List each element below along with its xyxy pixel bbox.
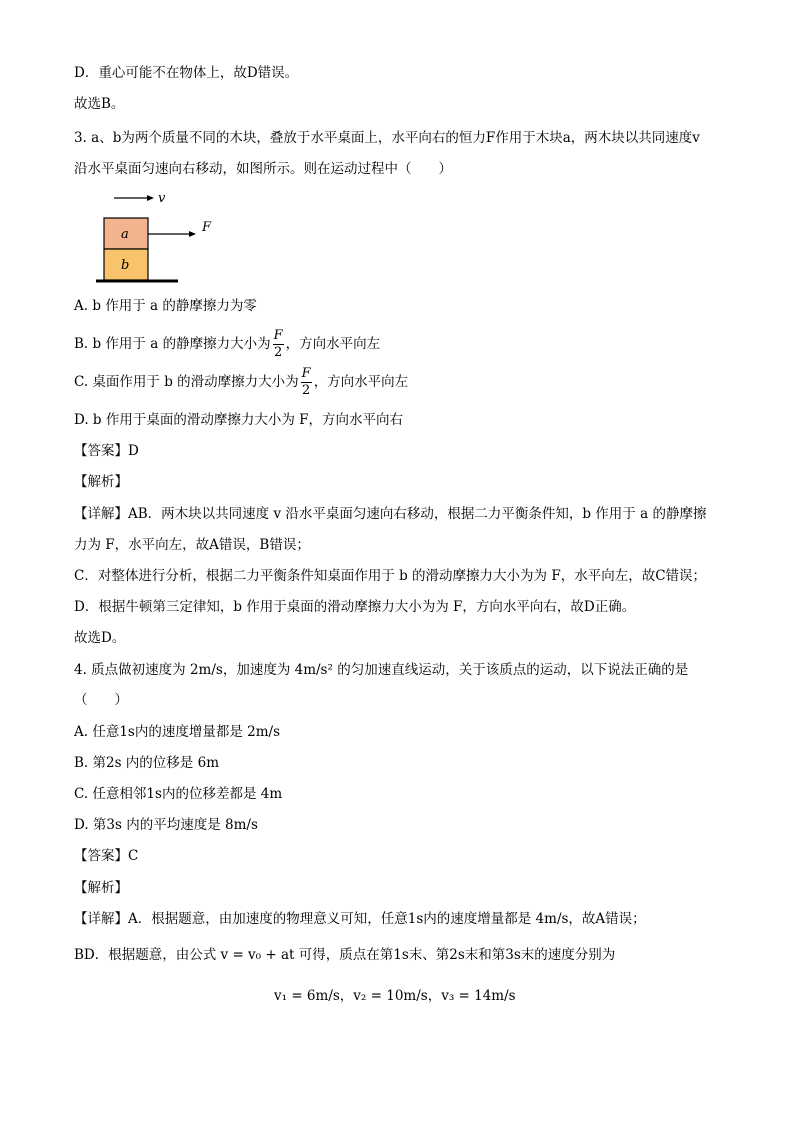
q3-option-c: [74, 364, 408, 400]
q3-detail-line-1: 【详解】AB．两木块以共同速度 v 沿水平桌面匀速向右移动，根据二力平衡条件知，b 作用于 a 的静摩擦: [74, 506, 707, 522]
q3-option-b-direction: ，方向水平向左: [285, 336, 381, 352]
q3-option-b-text: B. b 作用于 a 的静摩擦力大小为: [74, 336, 271, 352]
block-a-label: a: [121, 227, 129, 242]
q4-option-c: C. 任意相邻1s内的位移差都是 4m: [74, 786, 283, 802]
velocity-label: v: [158, 191, 166, 206]
q3-detail-line-4: D．根据牛顿第三定律知，b 作用于桌面的滑动摩擦力大小为为 F，方向水平向右，故D正确。: [74, 599, 636, 615]
velocity-arrowhead: [147, 195, 154, 201]
force-label: F: [202, 220, 212, 235]
q3-stem-line-2: 沿水平桌面匀速向右移动，如图所示。则在运动过程中（ ）: [74, 161, 452, 177]
force-arrowhead: [189, 231, 196, 237]
q3-answer: 【答案】D: [74, 443, 139, 459]
q4-velocity-equation: v₁ = 6m/s，v₂ = 10m/s，v₃ = 14m/s: [274, 988, 516, 1004]
q4-option-a: A. 任意1s内的速度增量都是 2m/s: [74, 724, 281, 740]
q3-figure: [96, 186, 216, 286]
q4-detail-line-2: BD．根据题意，由公式 v = v₀ + at 可得，质点在第1s末、第2s末和第3s末的速度分别为: [74, 947, 616, 963]
fraction-f-over-2: $\frac{F}{2}$: [301, 366, 311, 398]
q4-stem-line-2: （ ）: [74, 692, 128, 708]
q3-analysis-heading: 【解析】: [74, 474, 128, 490]
q3-option-b: [74, 326, 380, 362]
block-b-label: b: [121, 258, 130, 273]
q3-option-a: A. b 作用于 a 的静摩擦力为零: [74, 298, 257, 314]
q3-option-c-direction: ，方向水平向左: [313, 374, 409, 390]
q4-detail-line-1: 【详解】A．根据题意，由加速度的物理意义可知，任意1s内的速度增量都是 4m/s，故A错误；: [74, 911, 646, 927]
q4-option-d: D. 第3s 内的平均速度是 8m/s: [74, 817, 258, 833]
q4-analysis-heading: 【解析】: [74, 880, 128, 896]
q4-option-b: B. 第2s 内的位移是 6m: [74, 755, 219, 771]
fraction-f-over-2: $\frac{F}{2}$: [273, 328, 283, 360]
q3-option-d: D. b 作用于桌面的滑动摩擦力大小为 F，方向水平向右: [74, 412, 404, 428]
q4-stem-line-1: 4. 质点做初速度为 2m/s，加速度为 4m/s² 的匀加速直线运动，关于该质点的运动，以下说法正确的是: [74, 662, 689, 678]
q3-detail-line-3: C．对整体进行分析，根据二力平衡条件知桌面作用于 b 的滑动摩擦力大小为为 F，水平向左，故C错误；: [74, 568, 707, 584]
q3-stem-line-1: 3. a、b为两个质量不同的木块，叠放于水平桌面上，水平向右的恒力F作用于木块a，两木块以共同速度v: [74, 130, 700, 146]
q4-answer: 【答案】C: [74, 848, 139, 864]
q3-conclusion: 故选D。: [74, 630, 126, 646]
q3-option-c-text: C. 桌面作用于 b 的滑动摩擦力大小为: [74, 374, 299, 390]
prev-conclusion: 故选B。: [74, 96, 125, 112]
q3-detail-line-2: 力为 F，水平向左，故A错误，B错误；: [74, 537, 310, 553]
prev-option-d: D．重心可能不在物体上，故D错误。: [74, 65, 299, 81]
